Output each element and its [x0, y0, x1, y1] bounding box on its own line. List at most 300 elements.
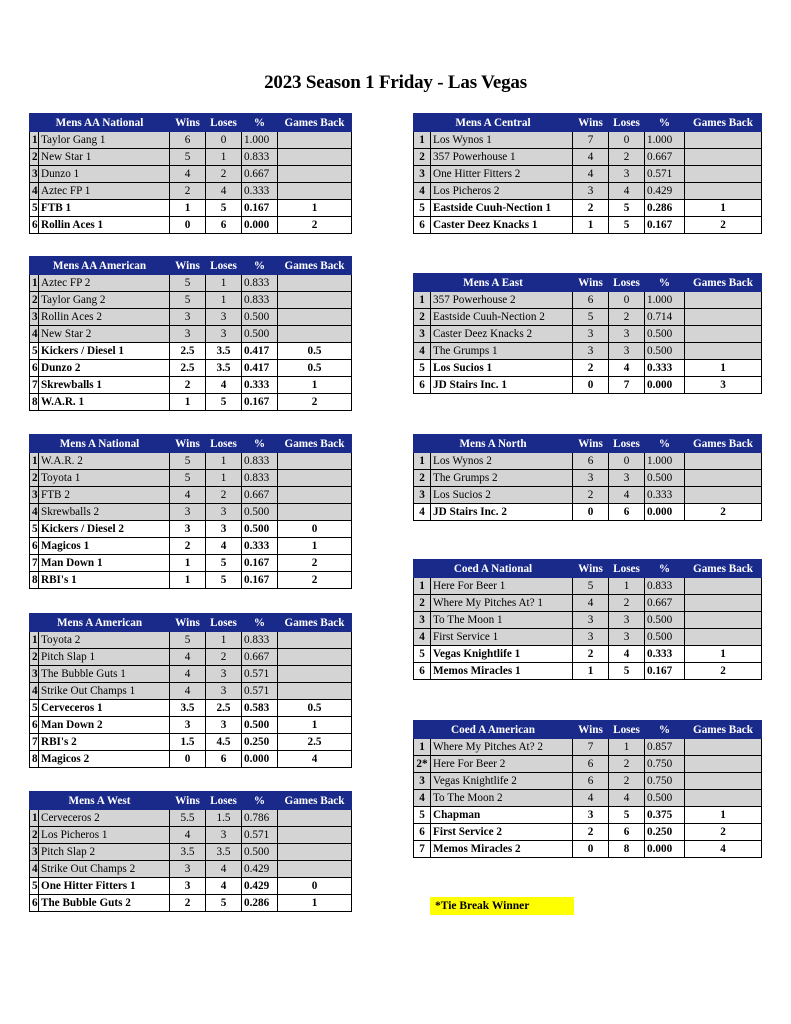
pct-cell: 0.833 [242, 632, 278, 649]
standings-table-mens-a-american [29, 613, 352, 768]
pct-cell: 0.667 [242, 649, 278, 666]
pct-cell: 0.500 [242, 521, 278, 538]
loses-cell: 8 [609, 841, 645, 858]
loses-cell: 6 [206, 751, 242, 768]
wins-cell: 2 [573, 200, 609, 217]
loses-cell: 1 [206, 149, 242, 166]
games-back-cell: 1 [278, 895, 352, 912]
team-name-cell: Cerveceros 2 [39, 810, 170, 827]
loses-cell: 0 [609, 453, 645, 470]
games-back-cell: 4 [685, 841, 762, 858]
wins-cell: 3 [573, 807, 609, 824]
table-row [414, 453, 762, 470]
rank-cell: 1 [30, 632, 39, 649]
table-row [30, 683, 352, 700]
games-back-cell [685, 343, 762, 360]
loses-cell: 4 [609, 646, 645, 663]
rank-cell: 1 [30, 275, 39, 292]
games-back-cell: 1 [685, 646, 762, 663]
table-row [414, 578, 762, 595]
wins-cell: 2 [170, 183, 206, 200]
loses-cell: 4 [609, 183, 645, 200]
standings-table-mens-a-north [413, 434, 762, 521]
table-row [30, 183, 352, 200]
table-row [414, 841, 762, 858]
table-row [30, 292, 352, 309]
loses-cell: 5 [206, 895, 242, 912]
pct-cell: 0.500 [645, 790, 685, 807]
team-name-cell: FTB 1 [39, 200, 170, 217]
pct-cell: 0.667 [242, 487, 278, 504]
rank-cell: 1 [414, 132, 431, 149]
rank-cell: 3 [30, 844, 39, 861]
rank-cell: 4 [30, 683, 39, 700]
table-row [30, 895, 352, 912]
games-back-cell: 1 [278, 377, 352, 394]
loses-cell: 5 [206, 200, 242, 217]
wins-cell: 5 [170, 275, 206, 292]
loses-cell: 3 [206, 309, 242, 326]
games-back-cell [278, 149, 352, 166]
team-name-cell: JD Stairs Inc. 2 [431, 504, 573, 521]
team-name-cell: Dunzo 2 [39, 360, 170, 377]
table-row [414, 504, 762, 521]
pct-cell: 0.750 [645, 756, 685, 773]
loses-cell: 2 [609, 595, 645, 612]
loses-cell: 4.5 [206, 734, 242, 751]
loses-cell: 4 [206, 538, 242, 555]
division-name: Mens A National [30, 435, 170, 453]
games-back-cell: 2 [685, 824, 762, 841]
wins-cell: 5 [170, 470, 206, 487]
table-header [414, 435, 762, 453]
pct-cell: 0.500 [242, 504, 278, 521]
rank-cell: 3 [414, 487, 431, 504]
loses-cell: 5 [206, 394, 242, 411]
pct-cell: 0.571 [242, 683, 278, 700]
team-name-cell: Vegas Knightlife 2 [431, 773, 573, 790]
wins-cell: 4 [573, 595, 609, 612]
games-back-cell [278, 844, 352, 861]
pct-cell: 0.000 [242, 217, 278, 234]
wins-cell: 3 [573, 183, 609, 200]
pct-cell: 0.667 [242, 166, 278, 183]
loses-cell: 3.5 [206, 844, 242, 861]
table-row [30, 487, 352, 504]
wins-cell: 2 [573, 487, 609, 504]
standings-table-coed-a-national [413, 559, 762, 680]
games-back-cell: 1 [685, 360, 762, 377]
pct-cell: 0.833 [645, 578, 685, 595]
division-name: Coed A National [414, 560, 573, 578]
division-name: Coed A American [414, 721, 573, 739]
standings-table-mens-aa-american [29, 256, 352, 411]
division-name: Mens AA National [30, 114, 170, 132]
table-row [30, 810, 352, 827]
column-header-pct: % [645, 114, 685, 132]
games-back-cell [685, 790, 762, 807]
table-row [30, 394, 352, 411]
pct-cell: 0.667 [645, 595, 685, 612]
table-row [414, 663, 762, 680]
table-row [30, 666, 352, 683]
table-row [30, 878, 352, 895]
team-name-cell: First Service 1 [431, 629, 573, 646]
wins-cell: 4 [573, 149, 609, 166]
games-back-cell: 2 [278, 572, 352, 589]
column-header-loses: Loses [609, 560, 645, 578]
rank-cell: 6 [414, 663, 431, 680]
games-back-cell [685, 595, 762, 612]
table-row [30, 632, 352, 649]
games-back-cell [278, 183, 352, 200]
pct-cell: 0.833 [242, 149, 278, 166]
rank-cell: 3 [30, 666, 39, 683]
games-back-cell: 1 [685, 200, 762, 217]
pct-cell: 1.000 [645, 132, 685, 149]
wins-cell: 2.5 [170, 360, 206, 377]
team-name-cell: Memos Miracles 1 [431, 663, 573, 680]
pct-cell: 1.000 [645, 292, 685, 309]
rank-cell: 1 [30, 453, 39, 470]
team-name-cell: Kickers / Diesel 2 [39, 521, 170, 538]
wins-cell: 1 [573, 217, 609, 234]
wins-cell: 3 [170, 326, 206, 343]
games-back-cell [685, 578, 762, 595]
column-header-gb: Games Back [278, 792, 352, 810]
table-row [414, 595, 762, 612]
column-header-pct: % [242, 792, 278, 810]
rank-cell: 8 [30, 572, 39, 589]
table-row [414, 756, 762, 773]
games-back-cell: 0.5 [278, 343, 352, 360]
rank-cell: 1 [414, 578, 431, 595]
wins-cell: 7 [573, 739, 609, 756]
rank-cell: 7 [30, 555, 39, 572]
loses-cell: 3.5 [206, 360, 242, 377]
table-row [30, 326, 352, 343]
column-header-gb: Games Back [278, 114, 352, 132]
loses-cell: 1 [206, 632, 242, 649]
rank-cell: 2 [30, 292, 39, 309]
table-row [414, 377, 762, 394]
wins-cell: 1 [573, 663, 609, 680]
games-back-cell [278, 810, 352, 827]
pct-cell: 0.500 [242, 326, 278, 343]
pct-cell: 0.000 [645, 504, 685, 521]
pct-cell: 1.000 [645, 453, 685, 470]
wins-cell: 3 [170, 504, 206, 521]
rank-cell: 5 [30, 200, 39, 217]
wins-cell: 3 [170, 521, 206, 538]
rank-cell: 3 [414, 326, 431, 343]
team-name-cell: The Bubble Guts 2 [39, 895, 170, 912]
team-name-cell: One Hitter Fitters 2 [431, 166, 573, 183]
table-row [30, 861, 352, 878]
wins-cell: 1.5 [170, 734, 206, 751]
team-name-cell: Rollin Aces 1 [39, 217, 170, 234]
games-back-cell: 1 [278, 538, 352, 555]
games-back-cell [278, 453, 352, 470]
games-back-cell: 0.5 [278, 360, 352, 377]
column-header-wins: Wins [573, 114, 609, 132]
rank-cell: 7 [30, 377, 39, 394]
team-name-cell: Chapman [431, 807, 573, 824]
rank-cell: 4 [30, 861, 39, 878]
pct-cell: 0.833 [242, 470, 278, 487]
games-back-cell [278, 666, 352, 683]
standings-table-mens-aa-national [29, 113, 352, 234]
team-name-cell: 357 Powerhouse 1 [431, 149, 573, 166]
table-row [414, 629, 762, 646]
games-back-cell [278, 632, 352, 649]
wins-cell: 5 [573, 309, 609, 326]
loses-cell: 0 [609, 132, 645, 149]
column-header-gb: Games Back [278, 435, 352, 453]
wins-cell: 1 [170, 555, 206, 572]
pct-cell: 0.286 [645, 200, 685, 217]
team-name-cell: Aztec FP 1 [39, 183, 170, 200]
column-header-wins: Wins [573, 721, 609, 739]
table-row [30, 132, 352, 149]
loses-cell: 3.5 [206, 343, 242, 360]
table-row [30, 149, 352, 166]
loses-cell: 4 [206, 878, 242, 895]
team-name-cell: Where My Pitches At? 2 [431, 739, 573, 756]
loses-cell: 5 [609, 663, 645, 680]
pct-cell: 0.000 [645, 377, 685, 394]
rank-cell: 8 [30, 394, 39, 411]
team-name-cell: Los Picheros 2 [431, 183, 573, 200]
games-back-cell [278, 292, 352, 309]
pct-cell: 0.786 [242, 810, 278, 827]
table-row [30, 166, 352, 183]
games-back-cell: 2 [685, 663, 762, 680]
column-header-pct: % [645, 560, 685, 578]
rank-cell: 3 [30, 487, 39, 504]
column-header-wins: Wins [573, 560, 609, 578]
rank-cell: 6 [414, 217, 431, 234]
wins-cell: 2 [573, 824, 609, 841]
wins-cell: 6 [170, 132, 206, 149]
games-back-cell [685, 487, 762, 504]
rank-cell: 4 [414, 790, 431, 807]
column-header-loses: Loses [609, 114, 645, 132]
team-name-cell: To The Moon 1 [431, 612, 573, 629]
loses-cell: 5 [609, 217, 645, 234]
wins-cell: 1 [170, 394, 206, 411]
games-back-cell [685, 149, 762, 166]
rank-cell: 4 [414, 629, 431, 646]
team-name-cell: One Hitter Fitters 1 [39, 878, 170, 895]
rank-cell: 7 [30, 734, 39, 751]
loses-cell: 3 [609, 629, 645, 646]
pct-cell: 0.333 [242, 538, 278, 555]
team-name-cell: Skrewballs 2 [39, 504, 170, 521]
games-back-cell: 0.5 [278, 700, 352, 717]
team-name-cell: Pitch Slap 1 [39, 649, 170, 666]
games-back-cell: 2 [685, 504, 762, 521]
loses-cell: 4 [206, 377, 242, 394]
pct-cell: 0.167 [242, 572, 278, 589]
loses-cell: 2.5 [206, 700, 242, 717]
team-name-cell: Los Wynos 2 [431, 453, 573, 470]
team-name-cell: W.A.R. 2 [39, 453, 170, 470]
wins-cell: 3 [573, 612, 609, 629]
table-row [30, 717, 352, 734]
team-name-cell: RBI's 1 [39, 572, 170, 589]
wins-cell: 5 [170, 292, 206, 309]
rank-cell: 1 [414, 292, 431, 309]
table-row [414, 470, 762, 487]
wins-cell: 3 [170, 309, 206, 326]
loses-cell: 4 [206, 861, 242, 878]
wins-cell: 4 [573, 790, 609, 807]
team-name-cell: Here For Beer 2 [431, 756, 573, 773]
team-name-cell: Rollin Aces 2 [39, 309, 170, 326]
team-name-cell: Toyota 1 [39, 470, 170, 487]
table-row [30, 275, 352, 292]
games-back-cell: 2 [278, 555, 352, 572]
rank-cell: 6 [30, 538, 39, 555]
team-name-cell: Here For Beer 1 [431, 578, 573, 595]
table-row [414, 326, 762, 343]
loses-cell: 4 [609, 487, 645, 504]
rank-cell: 5 [30, 343, 39, 360]
pct-cell: 1.000 [242, 132, 278, 149]
team-name-cell: Caster Deez Knacks 2 [431, 326, 573, 343]
pct-cell: 0.000 [645, 841, 685, 858]
standings-table-mens-a-east [413, 273, 762, 394]
team-name-cell: Dunzo 1 [39, 166, 170, 183]
table-row [30, 309, 352, 326]
pct-cell: 0.333 [242, 183, 278, 200]
wins-cell: 0 [170, 217, 206, 234]
games-back-cell [278, 487, 352, 504]
team-name-cell: JD Stairs Inc. 1 [431, 377, 573, 394]
loses-cell: 3 [206, 666, 242, 683]
table-row [30, 827, 352, 844]
table-row [30, 649, 352, 666]
rank-cell: 5 [414, 200, 431, 217]
table-row [30, 343, 352, 360]
column-header-loses: Loses [609, 274, 645, 292]
pct-cell: 0.333 [645, 487, 685, 504]
wins-cell: 0 [573, 504, 609, 521]
team-name-cell: Man Down 1 [39, 555, 170, 572]
team-name-cell: Kickers / Diesel 1 [39, 343, 170, 360]
loses-cell: 6 [609, 504, 645, 521]
loses-cell: 3 [206, 717, 242, 734]
rank-cell: 6 [30, 717, 39, 734]
rank-cell: 5 [30, 878, 39, 895]
pct-cell: 0.500 [242, 309, 278, 326]
loses-cell: 6 [609, 824, 645, 841]
table-row [414, 292, 762, 309]
rank-cell: 4 [414, 343, 431, 360]
team-name-cell: Magicos 2 [39, 751, 170, 768]
loses-cell: 2 [206, 166, 242, 183]
rank-cell: 2 [30, 649, 39, 666]
column-header-pct: % [242, 614, 278, 632]
table-row [414, 149, 762, 166]
pct-cell: 0.583 [242, 700, 278, 717]
table-row [414, 309, 762, 326]
loses-cell: 5 [609, 200, 645, 217]
pct-cell: 0.167 [645, 663, 685, 680]
standings-table-mens-a-national [29, 434, 352, 589]
column-header-loses: Loses [206, 792, 242, 810]
rank-cell: 4 [414, 183, 431, 200]
pct-cell: 0.167 [242, 555, 278, 572]
team-name-cell: The Grumps 2 [431, 470, 573, 487]
table-row [30, 844, 352, 861]
team-name-cell: Pitch Slap 2 [39, 844, 170, 861]
tie-break-note: *Tie Break Winner [430, 897, 574, 915]
division-name: Mens A North [414, 435, 573, 453]
wins-cell: 4 [170, 827, 206, 844]
pct-cell: 0.500 [645, 343, 685, 360]
loses-cell: 2 [609, 309, 645, 326]
pct-cell: 0.286 [242, 895, 278, 912]
pct-cell: 0.167 [242, 200, 278, 217]
team-name-cell: Vegas Knightlife 1 [431, 646, 573, 663]
pct-cell: 0.500 [645, 629, 685, 646]
wins-cell: 4 [170, 666, 206, 683]
rank-cell: 6 [30, 895, 39, 912]
pct-cell: 0.500 [645, 612, 685, 629]
games-back-cell [278, 132, 352, 149]
team-name-cell: Toyota 2 [39, 632, 170, 649]
pct-cell: 0.417 [242, 360, 278, 377]
loses-cell: 6 [206, 217, 242, 234]
loses-cell: 1.5 [206, 810, 242, 827]
rank-cell: 2 [30, 149, 39, 166]
rank-cell: 2* [414, 756, 431, 773]
pct-cell: 0.571 [645, 166, 685, 183]
games-back-cell [685, 166, 762, 183]
pct-cell: 0.429 [242, 878, 278, 895]
rank-cell: 2 [30, 827, 39, 844]
division-name: Mens AA American [30, 257, 170, 275]
games-back-cell [685, 453, 762, 470]
page-title: 2023 Season 1 Friday - Las Vegas [264, 72, 527, 93]
games-back-cell: 2 [278, 394, 352, 411]
wins-cell: 3 [170, 861, 206, 878]
team-name-cell: To The Moon 2 [431, 790, 573, 807]
pct-cell: 0.167 [645, 217, 685, 234]
pct-cell: 0.250 [645, 824, 685, 841]
loses-cell: 1 [206, 453, 242, 470]
games-back-cell: 2 [278, 217, 352, 234]
standings-table-mens-a-central [413, 113, 762, 234]
rank-cell: 4 [30, 326, 39, 343]
loses-cell: 3 [609, 166, 645, 183]
games-back-cell [278, 861, 352, 878]
team-name-cell: Where My Pitches At? 1 [431, 595, 573, 612]
team-name-cell: The Grumps 1 [431, 343, 573, 360]
standings-table-coed-a-american [413, 720, 762, 858]
division-name: Mens A West [30, 792, 170, 810]
team-name-cell: Los Wynos 1 [431, 132, 573, 149]
loses-cell: 3 [609, 326, 645, 343]
pct-cell: 0.500 [645, 326, 685, 343]
games-back-cell: 2 [685, 217, 762, 234]
games-back-cell [685, 326, 762, 343]
rank-cell: 3 [414, 773, 431, 790]
pct-cell: 0.833 [242, 292, 278, 309]
team-name-cell: Los Picheros 1 [39, 827, 170, 844]
